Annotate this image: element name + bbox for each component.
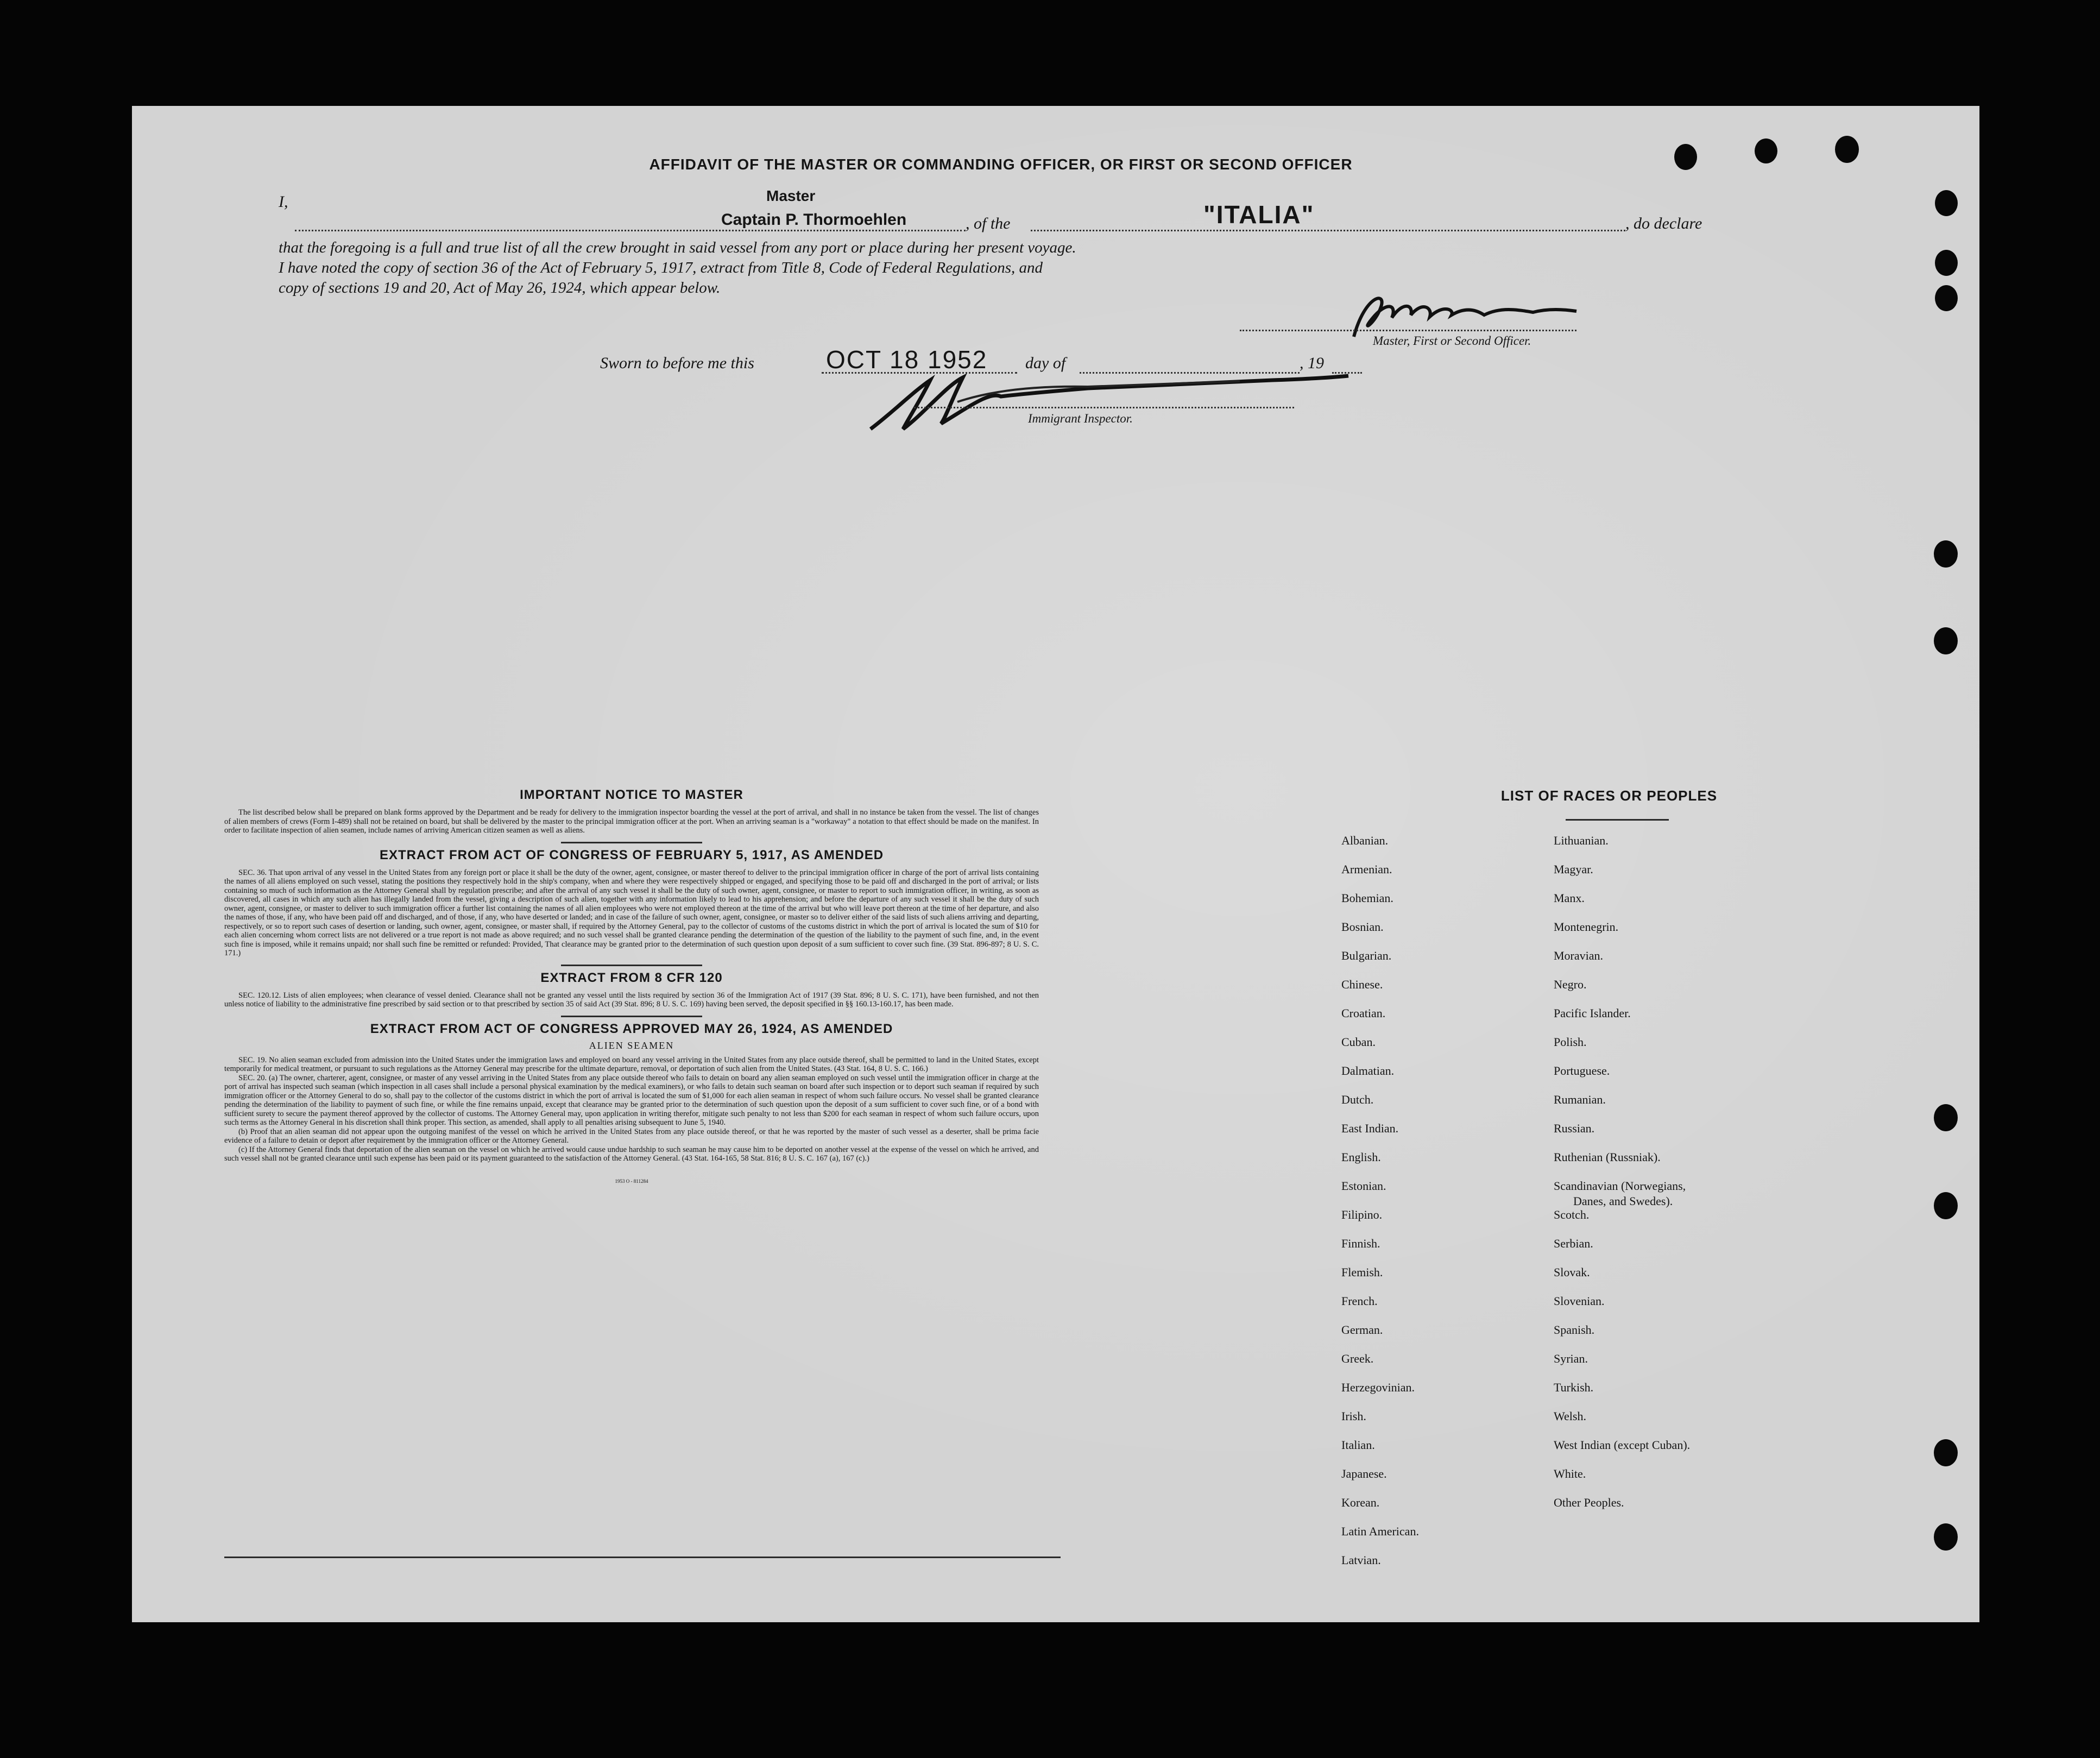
of-the-label: , of the [966, 215, 1011, 232]
punch-hole [1934, 540, 1958, 568]
race-list-item: West Indian (except Cuban). [1554, 1438, 1691, 1452]
extract2-title: EXTRACT FROM 8 CFR 120 [540, 970, 723, 985]
extract3-title: EXTRACT FROM ACT OF CONGRESS APPROVED MAY 26, 1924, AS AMENDED [370, 1021, 893, 1036]
punch-hole [1935, 285, 1958, 311]
notice-title: IMPORTANT NOTICE TO MASTER [520, 787, 743, 802]
race-list-item: Ruthenian (Russniak). [1554, 1150, 1661, 1164]
race-list-item: Portuguese. [1554, 1064, 1610, 1078]
inspector-signature-line [914, 407, 1294, 408]
punch-hole [1674, 144, 1697, 170]
race-list-item: Montenegrin. [1554, 920, 1619, 934]
print-code: 1953 O - 811284 [615, 1178, 648, 1184]
affidavit-title: AFFIDAVIT OF THE MASTER OR COMMANDING OFFICER, OR FIRST OR SECOND OFFICER [649, 156, 1353, 173]
sworn-label: Sworn to before me this [600, 354, 754, 372]
race-list-item: Moravian. [1554, 949, 1604, 962]
race-list-item: English. [1341, 1150, 1381, 1164]
extract2-body: SEC. 120.12. Lists of alien employees; when clearance of vessel denied. Clearance shall not be granted any vessel until the lists required by section 36 of the Immigration Act of 1917 (39 Stat. 896; 8 U. S. C. 171), have been furnished, and not then unless notice of liability to the administrative fine prescribed by said section or to that prescribed by section 35 of said Act (39 Stat. 896; 8 U. S. C. 169) having been served, the deposit specified in §§ 160.13-160.17, has been made. [224, 991, 1039, 1009]
punch-hole [1935, 250, 1958, 276]
notice-column [224, 787, 1039, 1184]
race-list-item: Pacific Islander. [1554, 1006, 1631, 1020]
race-list-item: Greek. [1341, 1352, 1374, 1365]
race-list-item: Flemish. [1341, 1265, 1383, 1279]
race-list-item: Polish. [1554, 1035, 1587, 1049]
punch-hole [1935, 190, 1958, 216]
race-list-item: Estonian. [1341, 1179, 1386, 1193]
race-list-item: French. [1341, 1294, 1378, 1308]
day-of-label: day of [1025, 354, 1066, 372]
race-list-item: White. [1554, 1467, 1586, 1480]
extract1-body: SEC. 36. That upon arrival of any vessel in the United States from any foreign port or place it shall be the duty of the owner, agent, consignee, or master thereof to deliver to the principal immigration officer in charge of the port of arrival lists containing the names of all aliens employed on such vessel, stating the positions they respectively hold in the ship's company, when and where they were respectively shipped or engaged, and specifying those to be paid off and discharged in the port of arrival; or lists containing so much of such information as the Attorney General shall by regulation prescribe; and after the arrival of any such vessel it shall be the duty of such owner, agent, consignee, or master to report to such immigration officer, in writing, as soon as discovered, all cases in which any such alien has illegally landed from the vessel, giving a description of such alien, together with any information likely to lead to his apprehension; and before the departure of any such vessel it shall be the duty of such owner, agent, consignee, or master to deliver to such immigration officer a further list containing the names of all alien employees who were not employed thereon at the time of the arrival but who will leave port thereon at the time of her departure, and also the names of those, if any, who have been paid off and discharged, and of those, if any, who have deserted or landed; and in case of the failure of such owner, agent, consignee, or master so to deliver either of the said lists of such aliens arriving and departing, respectively, or so to report such cases of desertion or landing, such owner, agent, consignee, or master shall, if required by the Attorney General, pay to the collector of customs of the customs district in which the port of arrival is located the sum of $10 for each alien concerning whom correct lists are not delivered or a true report is not made as above required; and no such vessel shall be granted clearance pending the determination of the question of the liability to the payment of such fine, and, in the event such fine is imposed, while it remains unpaid; nor shall such fine be remitted or refunded: Provided, That clearance may be granted prior to the determination of such question upon deposit of a sum sufficient to cover such fine. (39 Stat. 896-897; 8 U. S. C. 171.) [224, 868, 1039, 957]
race-list-item: Russian. [1554, 1121, 1595, 1135]
race-list-item: Herzegovinian. [1341, 1381, 1415, 1394]
race-list-item: Bulgarian. [1341, 949, 1392, 962]
race-list-item: Magyar. [1554, 862, 1593, 876]
notice-divider-1 [561, 842, 702, 843]
race-list-item: Scotch. [1554, 1208, 1590, 1221]
affidavit-i-label: I, [279, 193, 288, 211]
race-list-item: Spanish. [1554, 1323, 1595, 1337]
extract1-title: EXTRACT FROM ACT OF CONGRESS OF FEBRUARY 5, 1917, AS AMENDED [379, 847, 884, 862]
declaration-line-1: that the foregoing is a full and true list of all the crew brought in said vessel from any port or place during her present voyage. [279, 239, 1076, 256]
stamped-date: OCT 18 1952 [826, 345, 988, 374]
race-list-item: Bohemian. [1341, 891, 1393, 905]
race-list-item: Japanese. [1341, 1467, 1387, 1480]
declaration-line-3: copy of sections 19 and 20, Act of May 26, 1924, which appear below. [279, 279, 721, 297]
name-dotted-line [295, 230, 966, 231]
notice-bottom-rule [224, 1557, 1061, 1558]
vessel-dotted-line [1031, 230, 1625, 231]
declaration-line-2: I have noted the copy of section 36 of the Act of February 5, 1917, extract from Title 8, Code of Federal Regulations, and [279, 259, 1043, 276]
race-list-item: German. [1341, 1323, 1383, 1337]
master-rank-handwritten: Master [766, 187, 816, 204]
race-list-item: Latvian. [1341, 1553, 1381, 1567]
punch-hole [1934, 1439, 1958, 1466]
inspector-label: Immigrant Inspector. [1028, 412, 1133, 425]
race-list-item: Italian. [1341, 1438, 1375, 1452]
race-list-item: Dutch. [1341, 1093, 1374, 1106]
punch-hole [1934, 627, 1958, 654]
master-signature-line [1240, 330, 1576, 331]
race-list-item: Serbian. [1554, 1237, 1593, 1250]
race-list-item: Scandinavian (Norwegians, [1554, 1179, 1686, 1193]
punch-hole [1934, 1104, 1958, 1131]
vessel-name: "ITALIA" [1203, 200, 1315, 229]
extract3-sec20c: (c) If the Attorney General finds that deportation of the alien seaman on the vessel on which he arrived would cause undue hardship to such seaman he may cause him to be deported on another vessel at the expense of the vessel on which he arrived, and such vessel shall not be granted clearance until such expense has been paid or its payment guaranteed to the satisfaction of the Attorney General. (43 Stat. 164-165, 58 Stat. 816; 8 U. S. C. 167 (a), 167 (c).) [224, 1145, 1039, 1163]
punch-hole [1835, 136, 1859, 163]
race-list-item: Bosnian. [1341, 920, 1384, 934]
race-list-item: Lithuanian. [1554, 834, 1609, 847]
race-list-item: Welsh. [1554, 1409, 1586, 1423]
race-list-item: Latin American. [1341, 1524, 1419, 1538]
do-declare-label: , do declare [1625, 215, 1702, 232]
race-list-item: Dalmatian. [1341, 1064, 1395, 1078]
notice-body: The list described below shall be prepared on blank forms approved by the Department and be ready for delivery to the immigration inspector boarding the vessel at the port of arrival, and shall in no instance be taken from the vessel. The list of changes of alien members of crews (Form I-489) shall not be retained on board, but shall be delivered by the master to the principal immigration officer at the port. When an arriving seaman is a "workaway" a notation to that effect should be made on the manifest. In order to facilitate inspection of alien seamen, include names of arriving American citizen seamen as well as aliens. [224, 808, 1039, 835]
race-list-item: Turkish. [1554, 1381, 1594, 1394]
master-name-handwritten: Captain P. Thormoehlen [721, 211, 907, 229]
inspector-signature [860, 369, 1359, 440]
races-title-rule [1566, 819, 1669, 821]
race-list-item: East Indian. [1341, 1121, 1399, 1135]
race-list-item: Slovenian. [1554, 1294, 1605, 1308]
race-list-item: Chinese. [1341, 978, 1383, 991]
races-title: LIST OF RACES OR PEOPLES [1500, 787, 1718, 804]
race-list-item: Rumanian. [1554, 1093, 1606, 1106]
race-list-item: Other Peoples. [1554, 1496, 1624, 1509]
race-list-item: Syrian. [1554, 1352, 1588, 1365]
notice-divider-3 [561, 1016, 702, 1017]
race-list-item: Filipino. [1341, 1208, 1383, 1221]
race-list-item: Albanian. [1341, 834, 1389, 847]
extract3-sec20a: SEC. 20. (a) The owner, charterer, agent, consignee, or master of any vessel arriving in the United States from any place outside thereof who fails to detain on board any alien seaman employed on such vessel until the immigration officer in charge at the port of arrival has inspected such seaman (which inspection in all cases shall include a personal physical examination by the medical examiners), or who fails to detain such seaman on board after such inspection or to deport such seaman if required by such immigration officer or the Attorney General to do so, shall pay to the collector of the customs district in which the port of arrival is located the sum of $1,000 for each alien seaman in respect of whom such failure occurs. No vessel shall be granted clearance pending the determination of the liability to payment of such fine, or while the fine remains unpaid, except that clearance may be granted prior to the determination of such question upon the deposit of a sum sufficient to cover such fine, or of a bond with sufficient surety to secure the payment thereof approved by the collector of customs. The Attorney General may, upon application in writing therefor, mitigate such penalty to not less than $200 for each seaman in respect of whom such failure occurs, upon such terms as the Attorney General in his discretion shall think proper. This section, as amended, shall apply to all penalties arising subsequent to June 5, 1940. [224, 1073, 1039, 1127]
notice-divider-2 [561, 965, 702, 966]
punch-hole [1755, 138, 1777, 163]
document-sheet [132, 106, 1979, 1622]
race-list-item: Manx. [1554, 891, 1585, 905]
race-list-item: Armenian. [1341, 862, 1392, 876]
race-list-item: Negro. [1554, 978, 1587, 991]
punch-hole [1934, 1192, 1958, 1219]
race-list-item: Danes, and Swedes). [1573, 1194, 1673, 1208]
race-list-item: Cuban. [1341, 1035, 1376, 1049]
race-list-item: Finnish. [1341, 1237, 1380, 1250]
race-list-item: Korean. [1341, 1496, 1380, 1509]
year-label: , 19 [1300, 354, 1324, 372]
extract3-sec20b: (b) Proof that an alien seaman did not appear upon the outgoing manifest of the vessel on which he arrived in the United States from any place outside thereof, or that he was reported by the master of such vessel as a deserter, shall be prima facie evidence of a failure to detain or deport after requirement by the immigration officer or the Attorney General. [224, 1127, 1039, 1145]
race-list-item: Irish. [1341, 1409, 1366, 1423]
extract3-subtitle: ALIEN SEAMEN [589, 1039, 674, 1051]
punch-hole [1934, 1523, 1958, 1551]
master-signature-label: Master, First or Second Officer. [1373, 334, 1531, 348]
race-list-item: Slovak. [1554, 1265, 1590, 1279]
race-list-item: Croatian. [1341, 1006, 1386, 1020]
extract3-sec19: SEC. 19. No alien seaman excluded from admission into the United States under the immigration laws and employed on board any vessel arriving in the United States from any place outside thereof, shall be permitted to land in the United States, except temporarily for medical treatment, or pursuant to such regulations as the Attorney General may prescribe for the ultimate departure, removal, or deportation of such alien from the United States. (43 Stat. 164, 8 U. S. C. 166.) [224, 1055, 1039, 1073]
bleed-through-text [1055, 486, 1089, 580]
